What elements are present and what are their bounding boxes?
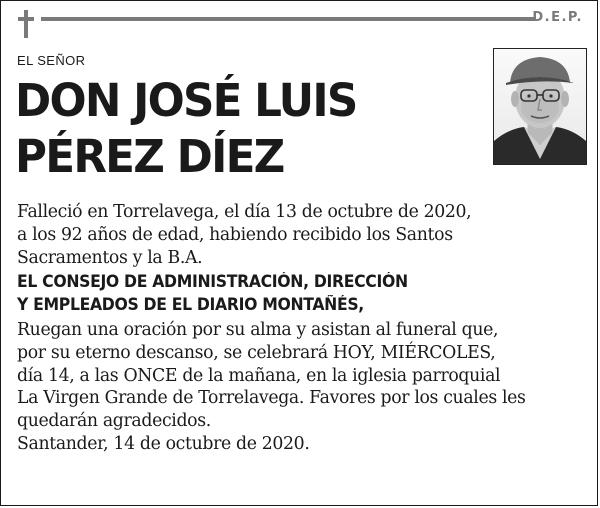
obituary-text	[17, 201, 587, 456]
name-line-2: PÉREZ DÍEZ	[15, 130, 284, 183]
header-rule	[41, 17, 535, 21]
organization-line-1: EL CONSEJO DE ADMINISTRACIÓN, DIRECCIÓN	[17, 272, 408, 292]
request-line-4: La Virgen Grande de Torrelavega. Favores por los cuales les	[17, 388, 526, 409]
dep-label: D.E.P.	[532, 10, 583, 25]
request-line-1: Ruegan una oración por su alma y asistan al funeral que,	[17, 319, 499, 340]
death-line-1: Falleció en Torrelavega, el día 13 de octubre de 2020,	[17, 202, 472, 222]
death-line-3: Sacramentos y la B.A.	[17, 247, 203, 268]
name-line-1: DON JOSÉ LUIS	[15, 74, 357, 127]
cross-icon	[17, 10, 35, 38]
organization-line-2: Y EMPLEADOS DE EL DIARIO MONTAÑÉS,	[17, 295, 364, 315]
request-line-2: por su eterno descanso, se celebrará HOY, MIÉRCOLES,	[17, 342, 496, 363]
death-line-2: a los 92 años de edad, habiendo recibido los Santos	[17, 224, 453, 245]
request-line-5: quedarán agradecidos.	[17, 411, 211, 432]
signoff: Santander, 14 de octubre de 2020.	[17, 433, 310, 454]
request-line-3: día 14, a las ONCE de la mañana, en la iglesia parroquial	[17, 365, 501, 386]
portrait-photo	[493, 48, 587, 165]
deceased-name	[15, 73, 485, 185]
honorific-label: EL SEÑOR	[17, 53, 86, 68]
